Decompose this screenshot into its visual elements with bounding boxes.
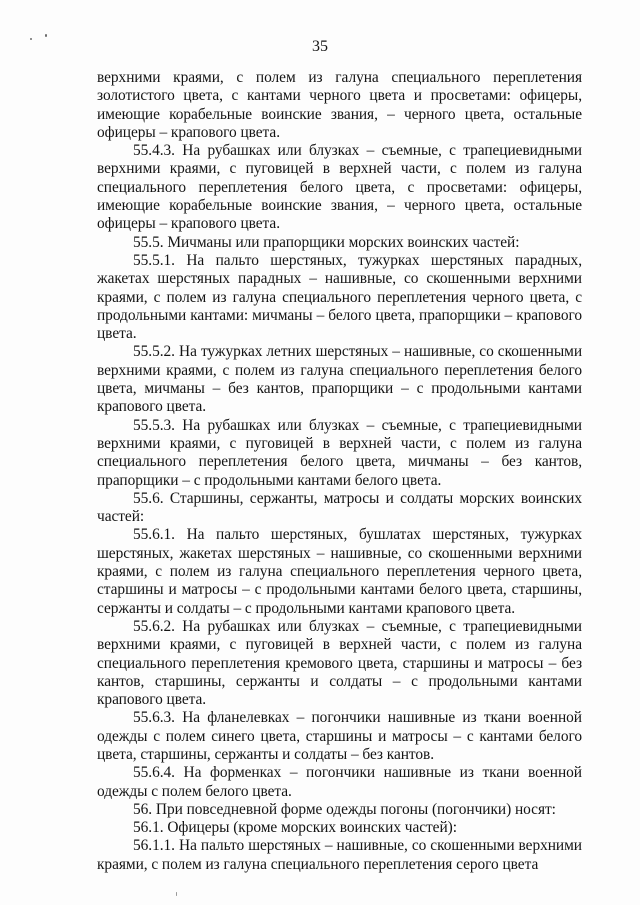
paragraph-55-6-1: 55.6.1. На пальто шерстяных, бушлатах шерстяных, тужурках шерстяных, жакетах шерстяных – нашивные, со скошенными верхними краями, с полем из галуна специального переплетения черного цвета, старшины и матросы – с продольными кантами белого цвета, старшины, сержанты и солдаты – с продольными кантами крапового цвета. <box>97 526 582 617</box>
paragraph-56-1-1: 56.1.1. На пальто шерстяных – нашивные, со скошенными верхними краями, с полем из галуна специального переплетения серого цвета <box>97 837 582 873</box>
paragraph-55-5-1: 55.5.1. На пальто шерстяных, тужурках шерстяных парадных, жакетах шерстяных парадных – нашивные, со скошенными верхними краями, с полем из галуна специального переплетения черного цвета, с продольными кантами: мичманы – белого цвета, прапорщики – крапового цвета. <box>97 251 582 343</box>
paragraph-55-5-2: 55.5.2. На тужурках летних шерстяных – нашивные, со скошенными верхними краями, с полем из галуна специального переплетения белого цвета, мичманы – без кантов, прапорщики – с продольными кантами крапового цвета. <box>97 343 582 416</box>
page-number: 35 <box>312 38 328 55</box>
paragraph-55-5-3: 55.5.3. На рубашках или блузках – съемные, с трапециевидными верхними краями, с пуговицей в верхней части, с полем из галуна специального переплетения белого цвета, мичманы – без кантов, прапорщики – с продольными кантами белого цвета. <box>97 416 582 489</box>
paragraph-55-6-2: 55.6.2. На рубашках или блузках – съемные, с трапециевидными верхними краями, с пуговицей в верхней части, с полем из галуна специального переплетения кремового цвета, старшины и матросы – без кантов, старшины, сержанты и солдаты – с продольными кантами крапового цвета. <box>97 617 582 709</box>
scan-speck <box>176 892 177 896</box>
scan-speck <box>45 34 47 37</box>
paragraph-55-5: 55.5. Мичманы или прапорщики морских воинских частей: <box>133 233 520 251</box>
document-body <box>97 69 582 874</box>
paragraph-55-4-3: 55.4.3. На рубашках или блузках – съемные, с трапециевидными верхними краями, с пуговицей в верхней части, с полем из галуна специального переплетения белого цвета, с просветами: офицеры, имеющие корабельные воинские звания, – черного цвета, остальные офицеры – крапового цвета. <box>97 142 582 233</box>
paragraph: верхними краями, с полем из галуна специального переплетения золотистого цвета, с кантами черного цвета и просветами: офицеры, имеющие корабельные воинские звания, – черного цвета, остальные офицеры – крапового цвета. <box>97 69 582 141</box>
paragraph-55-6-3: 55.6.3. На фланелевках – погончики нашивные из ткани военной одежды с полем синего цвета, старшины и матросы – с кантами белого цвета, старшины, сержанты и солдаты – без кантов. <box>97 709 582 763</box>
paragraph-55-6-4: 55.6.4. На форменках – погончики нашивные из ткани военной одежды с полем белого цвета. <box>97 764 582 800</box>
paragraph-56: 56. При повседневной форме одежды погоны (погончики) носят: <box>133 800 556 818</box>
paragraph-56-1: 56.1. Офицеры (кроме морских воинских частей): <box>133 819 457 837</box>
paragraph-55-6: 55.6. Старшины, сержанты, матросы и солдаты морских воинских частей: <box>97 489 582 526</box>
